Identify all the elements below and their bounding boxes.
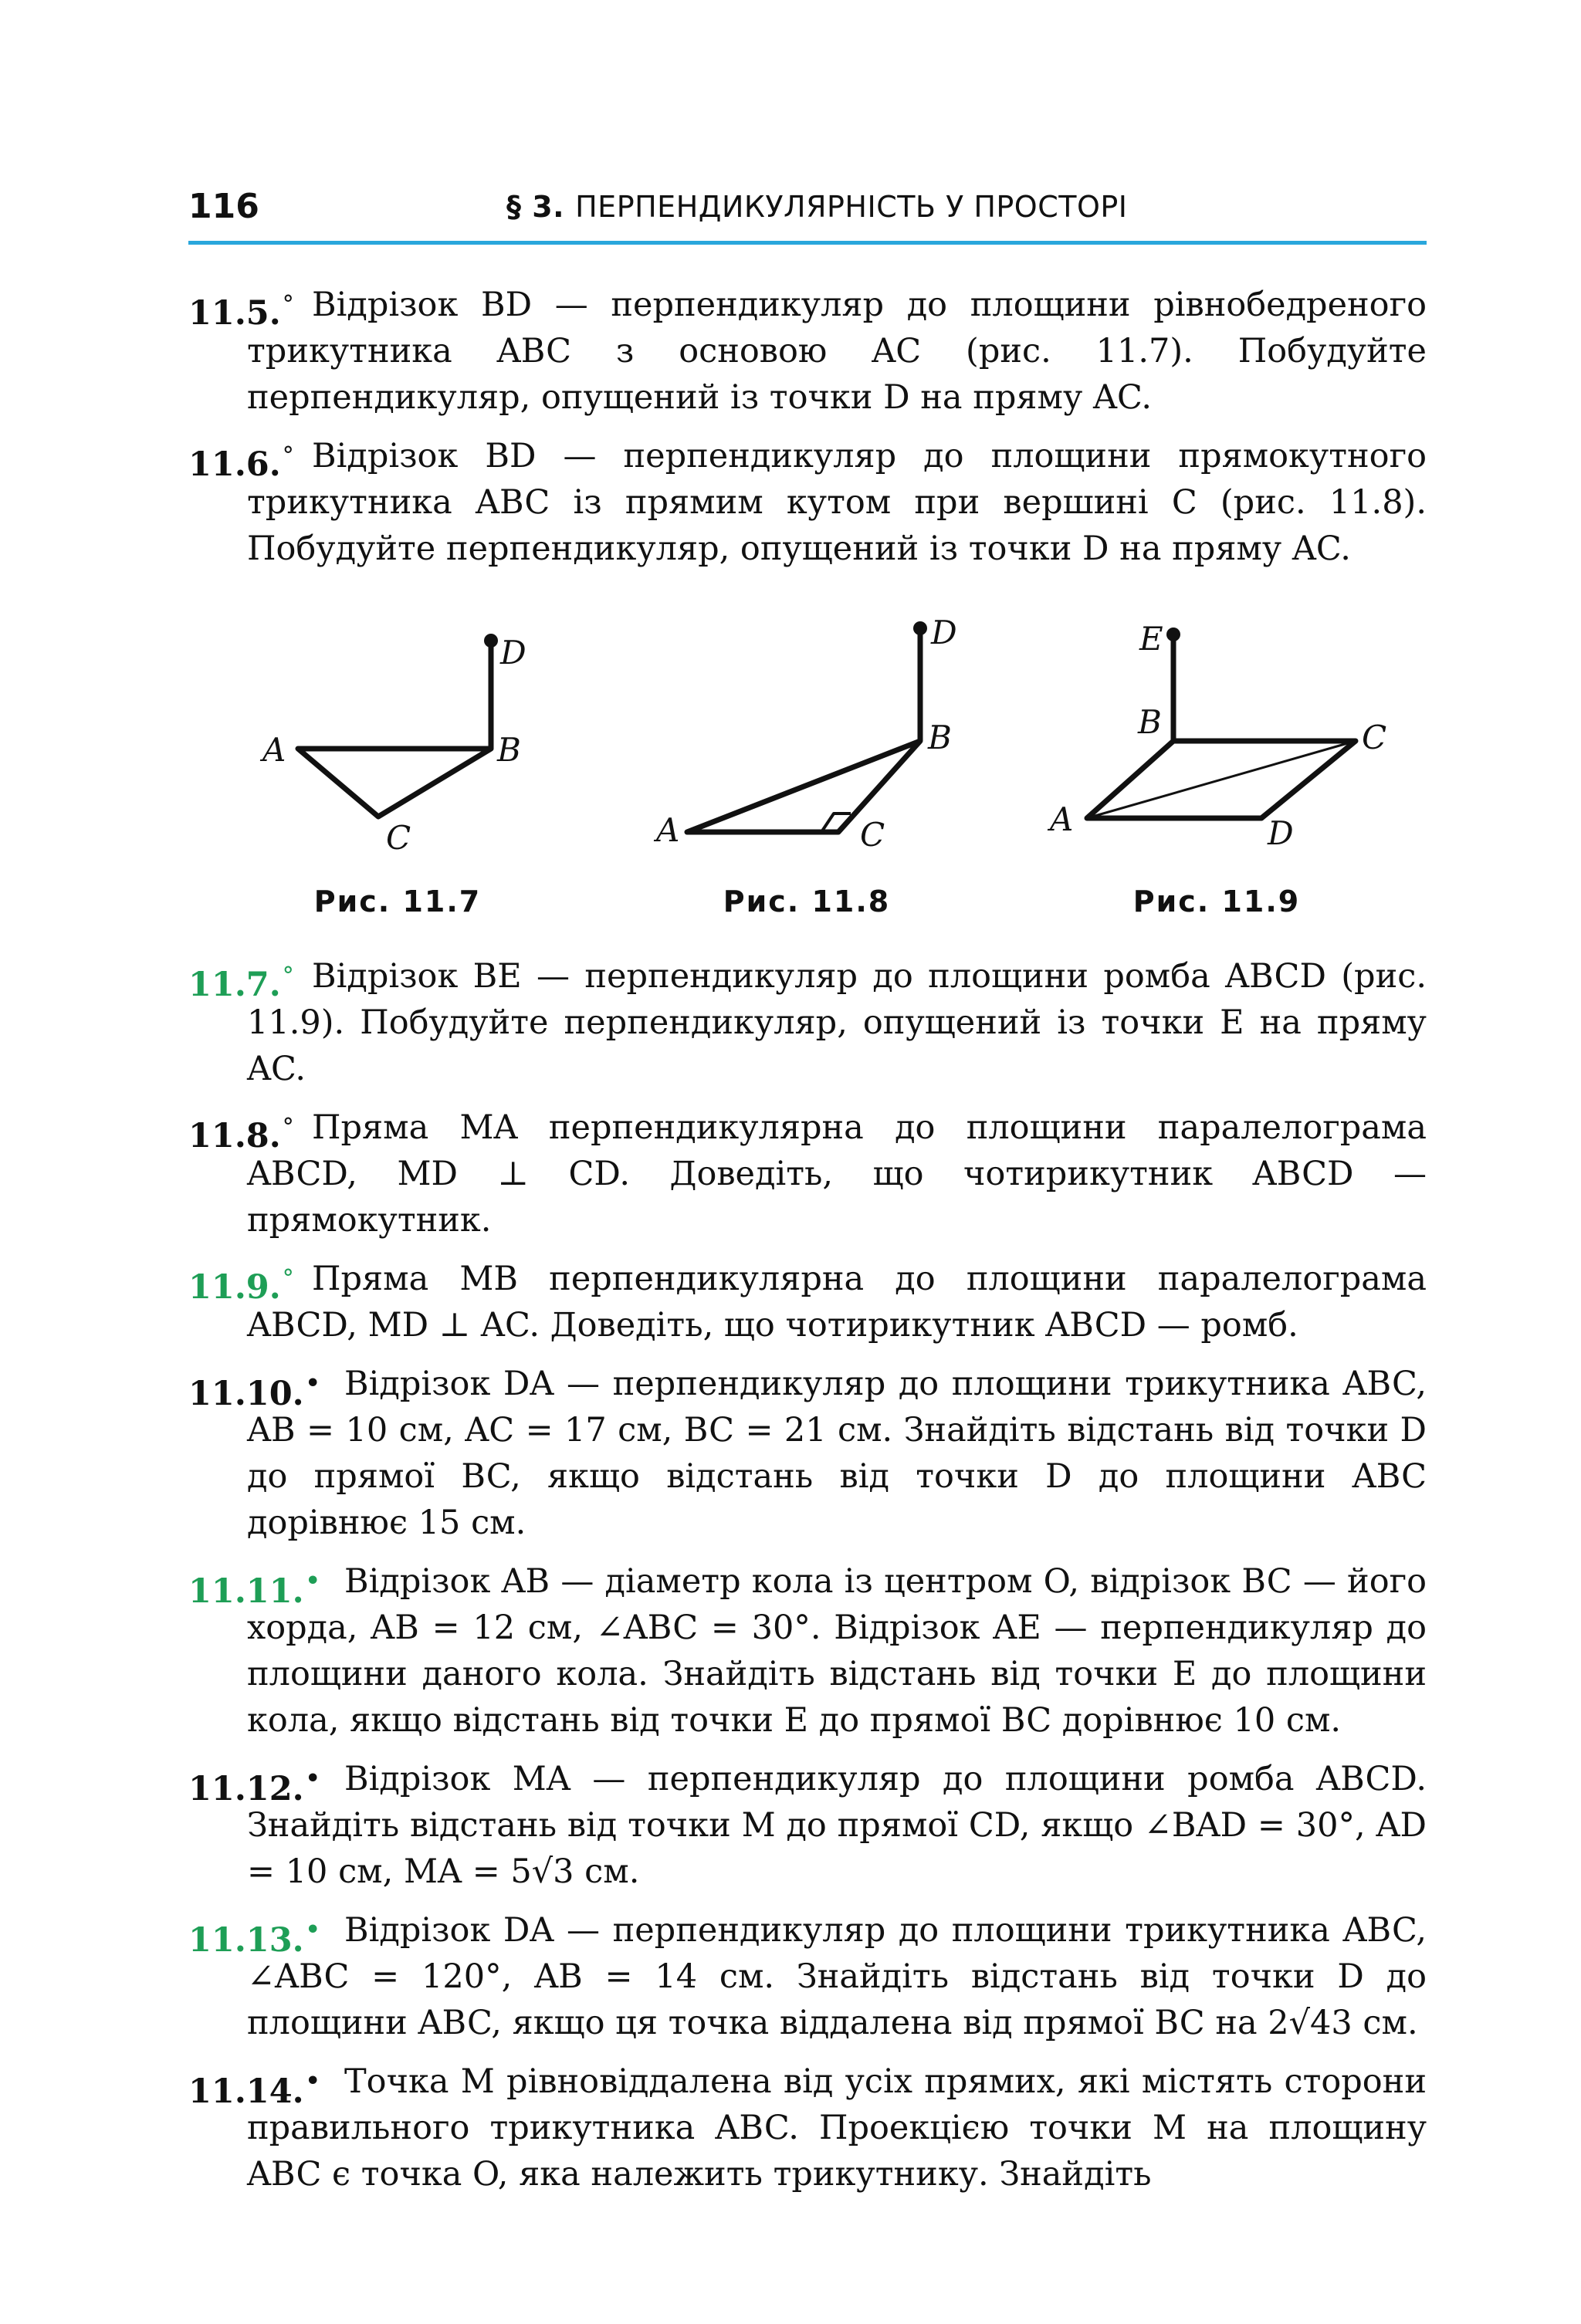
problem-number: 11.11.• [188, 1568, 320, 1611]
label-d: D [1268, 814, 1294, 852]
point-e [1166, 628, 1180, 641]
label-a: A [1050, 800, 1074, 838]
section-name: ПЕРПЕНДИКУЛЯРНІСТЬ У ПРОСТОРІ [575, 190, 1128, 224]
label-d: D [500, 634, 526, 671]
problem-text: Відрізок DA — перпендикуляр до площини трикутника ABC, ∠ABC = 120°, AB = 14 см. Знайдіть відстань від точки D до площини ABC, якщо ця точка віддалена від прямої BC на 2√43 см. [247, 1911, 1427, 2042]
label-c: C [386, 819, 411, 857]
problem-text: Відрізок BD — перпендикуляр до площини рівнобедреного трикутника ABC з основою AC (рис. 11.7). Побудуйте перпендикуляр, опущений із точки D на пряму AC. [247, 286, 1427, 417]
page-header [188, 179, 1427, 245]
problem-text: Відрізок DA — перпендикуляр до площини трикутника ABC, AB = 10 см, AC = 17 см, BC = 21 см. Знайдіть відстань від точки D до прямої BC, якщо відстань від точки D до площини ABC дорівнює 15 см. [247, 1365, 1427, 1542]
problem-11-9 [188, 1256, 1427, 1348]
problem-text: Відрізок MA — перпендикуляр до площини ромба ABCD. Знайдіть відстань від точки M до прямої CD, якщо ∠BAD = 30°, AD = 10 см, MA = 5√3 см. [247, 1760, 1427, 1891]
label-a: A [262, 731, 286, 769]
problem-text: Пряма MB перпендикулярна до площини паралелограма ABCD, MD ⊥ AC. Доведіть, що чотирикутник ABCD — ромб. [247, 1260, 1427, 1345]
figure-caption-11-7: Рис. 11.7 [313, 885, 482, 918]
label-c: C [1362, 719, 1387, 756]
point-d [484, 634, 498, 648]
triangle-abc [298, 749, 491, 817]
problem-text: Пряма MA перпендикулярна до площини паралелограма ABCD, MD ⊥ CD. Доведіть, що чотирикутник ABCD — прямокутник. [247, 1108, 1427, 1240]
figure-11-8 [687, 621, 927, 832]
problem-number: 11.13.• [188, 1916, 320, 1960]
figure-11-7 [298, 634, 498, 817]
label-a: A [656, 811, 680, 849]
problem-number: 11.12.• [188, 1765, 320, 1808]
problem-number: 11.9.° [188, 1265, 294, 1307]
label-c: C [860, 816, 885, 854]
problem-number: 11.14.• [188, 2068, 320, 2111]
problem-text: Відрізок AB — діаметр кола із центром O, відрізок BC — його хорда, AB = 12 см, ∠ABC = 30°. Відрізок AE — перпендикуляр до площини даного кола. Знайдіть відстань від точки E до площини кола, якщо відстань від точки E до прямої BC дорівнює 10 см. [247, 1562, 1427, 1740]
problem-number: 11.7.° [188, 962, 294, 1004]
figure-11-9 [1087, 628, 1356, 818]
figure-caption-11-8: Рис. 11.8 [723, 885, 891, 918]
problem-number: 11.5.° [188, 291, 294, 333]
problem-text: Відрізок BD — перпендикуляр до площини прямокутного трикутника ABC із прямим кутом при вершині C (рис. 11.8). Побудуйте перпендикуляр, опущений із точки D на пряму AC. [247, 437, 1427, 568]
problem-11-13 [188, 1907, 1427, 2046]
figure-caption-11-9: Рис. 11.9 [1132, 885, 1301, 918]
problems-top [188, 282, 1427, 584]
label-d: D [931, 614, 957, 651]
section-title [506, 190, 1128, 224]
label-b: B [497, 731, 521, 769]
point-d [913, 621, 927, 635]
problems-bottom [188, 953, 1427, 2210]
page-number: 116 [188, 187, 259, 226]
problem-11-10 [188, 1361, 1427, 1546]
problem-11-14 [188, 2058, 1427, 2197]
problem-number: 11.6.° [188, 442, 294, 484]
problem-11-6 [188, 433, 1427, 572]
problem-text: Точка M рівновіддалена від усіх прямих, які містять сторони правильного трикутника ABC. Проекцією точки M на площину ABC є точка O, яка належить трикутнику. Знайдіть [247, 2062, 1427, 2194]
problem-11-11 [188, 1558, 1427, 1744]
problem-number: 11.10.• [188, 1370, 320, 1413]
problem-11-5 [188, 282, 1427, 421]
problem-11-7 [188, 953, 1427, 1092]
figures-row [0, 610, 1581, 942]
label-b: B [1138, 703, 1162, 741]
label-b: B [928, 719, 952, 756]
label-e: E [1139, 620, 1163, 658]
triangle-abc [687, 741, 920, 832]
section-number: § 3. [506, 190, 565, 224]
problem-text: Відрізок BE — перпендикуляр до площини ромба ABCD (рис. 11.9). Побудуйте перпендикуляр, опущений із точки E на пряму AC. [247, 957, 1427, 1088]
problem-number: 11.8.° [188, 1114, 294, 1155]
figures-svg [0, 610, 1581, 872]
problem-11-12 [188, 1756, 1427, 1895]
problem-11-8 [188, 1104, 1427, 1243]
